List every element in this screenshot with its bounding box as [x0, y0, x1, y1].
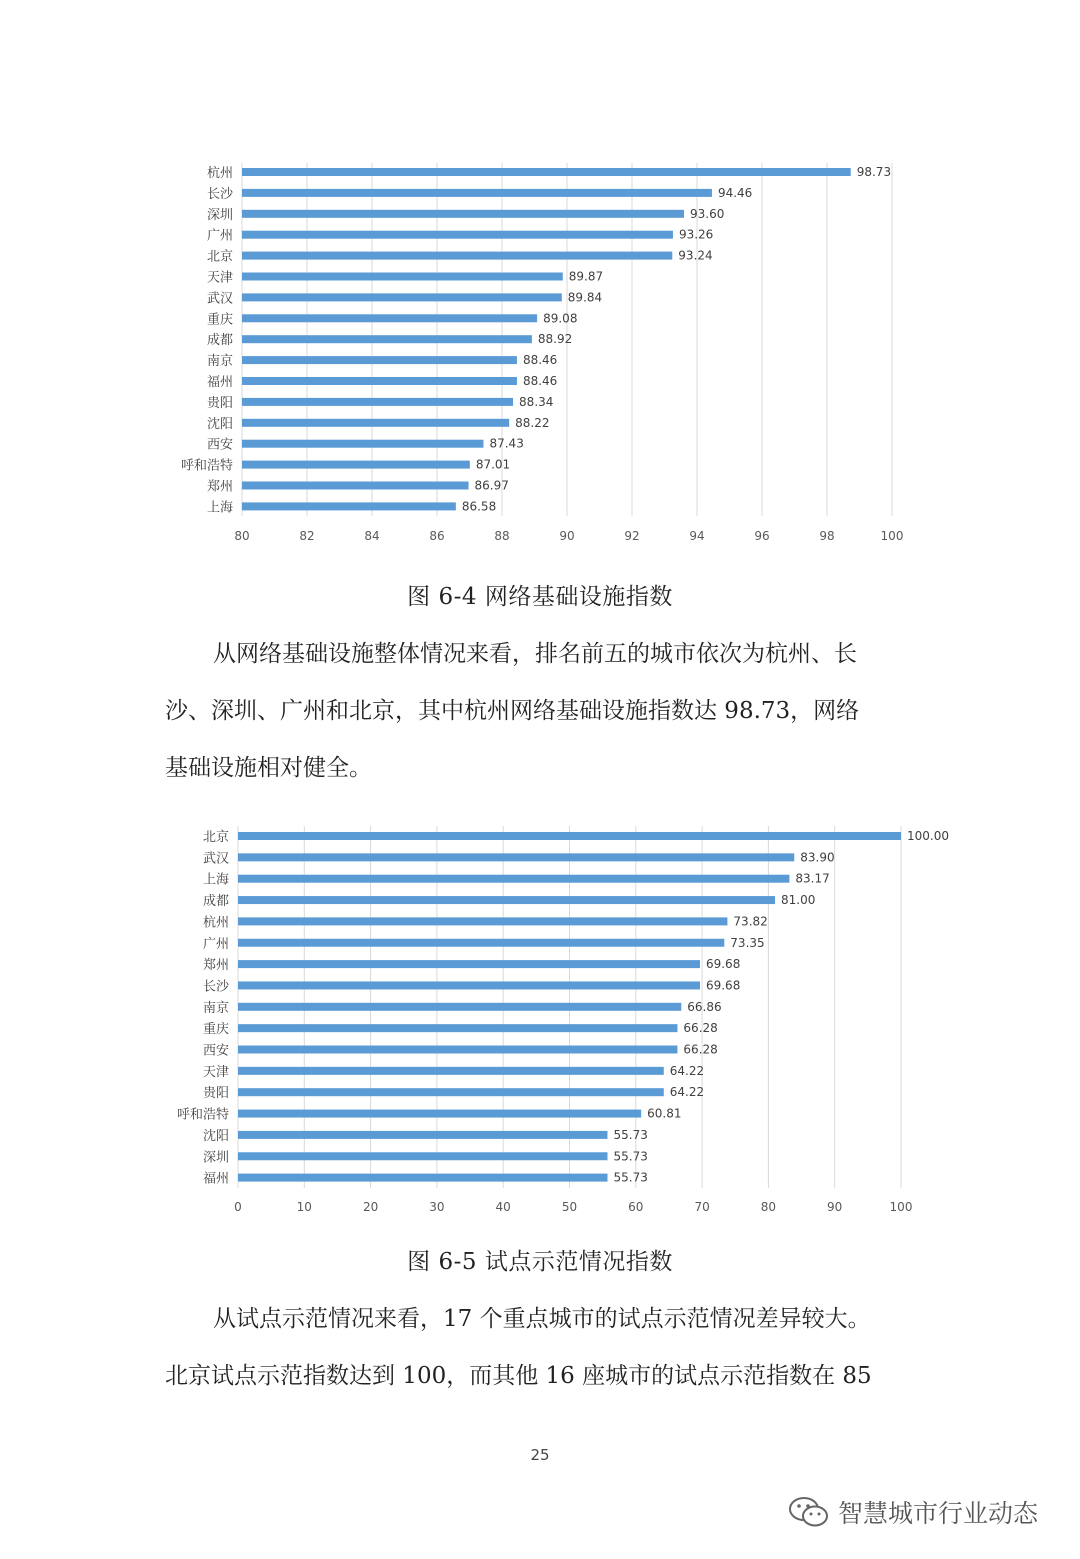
data-label: 86.58 [461, 499, 497, 514]
bar [238, 1131, 607, 1139]
category-label: 福州 [202, 1171, 229, 1187]
data-label: 69.68 [705, 978, 741, 993]
category-label: 武汉 [206, 291, 233, 307]
category-label: 武汉 [202, 851, 229, 867]
data-label: 55.73 [613, 1170, 648, 1185]
data-label: 89.87 [568, 269, 604, 284]
data-label: 98.73 [856, 165, 892, 179]
x-tick-label: 84 [364, 529, 380, 543]
data-label: 94.46 [717, 185, 753, 200]
data-label: 83.17 [795, 871, 830, 886]
bar [238, 1003, 681, 1011]
data-label: 69.68 [705, 957, 741, 972]
category-label: 上海 [202, 872, 229, 888]
data-label: 93.24 [678, 248, 713, 263]
data-label: 93.60 [690, 206, 725, 221]
paragraph-2-line-2: 北京试点示范指数达到 100，而其他 16 座城市的试点示范指数在 85 [165, 1363, 872, 1389]
data-label: 83.90 [800, 850, 835, 865]
data-label: 89.84 [567, 290, 603, 305]
x-tick-label: 0 [234, 1200, 242, 1214]
x-tick-label: 10 [296, 1200, 312, 1214]
bar [238, 1024, 677, 1032]
data-label: 93.26 [678, 227, 714, 242]
category-label: 沈阳 [206, 416, 233, 432]
x-tick-label: 70 [694, 1200, 710, 1214]
watermark [788, 1490, 1038, 1534]
x-tick-label: 88 [494, 529, 510, 543]
data-label: 66.28 [683, 1021, 718, 1036]
bar [238, 917, 727, 925]
data-label: 73.35 [730, 935, 765, 950]
data-label: 88.34 [519, 394, 554, 409]
category-label: 北京 [202, 830, 229, 845]
category-label: 天津 [202, 1064, 229, 1080]
x-tick-label: 82 [299, 529, 315, 543]
data-label: 60.81 [647, 1106, 682, 1121]
bar [238, 896, 775, 904]
data-label: 88.22 [515, 415, 550, 430]
figure-caption-6-5: 图 6-5 试点示范情况指数 [407, 1249, 673, 1275]
paragraph-1-line-3: 基础设施相对健全。 [165, 755, 372, 781]
x-tick-label: 100 [889, 1200, 913, 1214]
paragraph-2-line-1: 从试点示范情况来看，17 个重点城市的试点示范情况差异较大。 [213, 1306, 871, 1332]
x-tick-label: 94 [689, 529, 705, 543]
x-tick-label: 98 [819, 529, 835, 543]
category-label: 广州 [202, 936, 229, 952]
category-label: 郑州 [202, 958, 229, 974]
page-number: 25 [530, 1446, 550, 1464]
watermark-text: 智慧城市行业动态 [838, 1499, 1039, 1528]
x-tick-label: 86 [429, 529, 445, 543]
x-tick-label: 92 [624, 529, 640, 543]
paragraph-2 [165, 1291, 917, 1405]
x-tick-label: 96 [754, 529, 770, 543]
data-label: 55.73 [613, 1149, 648, 1164]
category-label: 重庆 [202, 1022, 229, 1038]
category-label: 沈阳 [202, 1128, 229, 1144]
x-tick-label: 80 [234, 529, 250, 543]
category-label: 天津 [206, 270, 233, 286]
wechat-icon [788, 1495, 830, 1529]
category-label: 西安 [202, 1043, 229, 1059]
bar [238, 981, 700, 989]
bar [238, 832, 901, 840]
x-tick-label: 100 [880, 529, 904, 543]
category-label: 南京 [206, 354, 233, 370]
category-label: 广州 [206, 228, 233, 244]
bar [238, 1174, 607, 1182]
data-label: 89.08 [543, 311, 578, 326]
data-label: 64.22 [669, 1063, 705, 1078]
category-label: 西安 [206, 437, 233, 453]
data-label: 87.43 [489, 436, 524, 451]
bar [238, 1088, 664, 1096]
data-label: 64.22 [669, 1085, 705, 1100]
bar [238, 1046, 677, 1054]
category-label: 成都 [202, 894, 229, 910]
paragraph-1-line-2: 沙、深圳、广州和北京，其中杭州网络基础设施指数达 98.73，网络 [165, 698, 860, 724]
category-label: 成都 [206, 333, 233, 349]
data-label: 88.92 [537, 332, 573, 347]
data-label: 73.82 [733, 914, 768, 929]
bar [238, 853, 794, 861]
category-label: 上海 [206, 500, 233, 516]
category-label: 长沙 [202, 979, 229, 995]
x-tick-label: 20 [362, 1200, 379, 1214]
bar [238, 1110, 641, 1118]
category-label: 深圳 [206, 207, 233, 223]
data-label: 87.01 [475, 457, 511, 472]
data-label: 66.86 [687, 999, 722, 1014]
category-label: 深圳 [202, 1150, 229, 1166]
category-label: 呼和浩特 [176, 1107, 229, 1123]
category-label: 南京 [202, 1000, 229, 1016]
data-label: 88.46 [522, 374, 558, 388]
category-label: 贵阳 [206, 395, 233, 411]
category-label: 郑州 [206, 479, 233, 495]
data-label: 86.97 [474, 478, 509, 493]
category-label: 重庆 [206, 312, 233, 328]
category-label: 呼和浩特 [180, 458, 233, 474]
x-tick-label: 50 [561, 1200, 578, 1214]
category-label: 杭州 [206, 166, 233, 181]
data-label: 100.00 [907, 829, 949, 843]
figure-caption-6-4: 图 6-4 网络基础设施指数 [407, 584, 673, 610]
data-label: 88.46 [522, 353, 558, 368]
paragraph-1-line-1: 从网络基础设施整体情况来看，排名前五的城市依次为杭州、长 [213, 641, 857, 667]
x-tick-label: 90 [827, 1200, 843, 1214]
x-tick-label: 60 [628, 1200, 644, 1214]
bar [238, 1067, 664, 1075]
data-label: 66.28 [683, 1042, 718, 1057]
data-label: 55.73 [613, 1127, 648, 1142]
x-tick-label: 80 [760, 1200, 777, 1214]
x-tick-label: 90 [559, 529, 575, 543]
x-tick-label: 40 [495, 1200, 511, 1214]
bar [238, 960, 700, 968]
x-tick-label: 30 [429, 1200, 445, 1214]
bar [238, 939, 724, 947]
data-label: 81.00 [781, 893, 816, 908]
category-label: 福州 [206, 375, 233, 390]
category-label: 北京 [206, 249, 233, 265]
bar [238, 875, 789, 883]
bar [238, 1152, 607, 1160]
category-label: 贵阳 [202, 1086, 229, 1102]
category-label: 杭州 [202, 915, 229, 931]
category-label: 长沙 [206, 186, 233, 202]
